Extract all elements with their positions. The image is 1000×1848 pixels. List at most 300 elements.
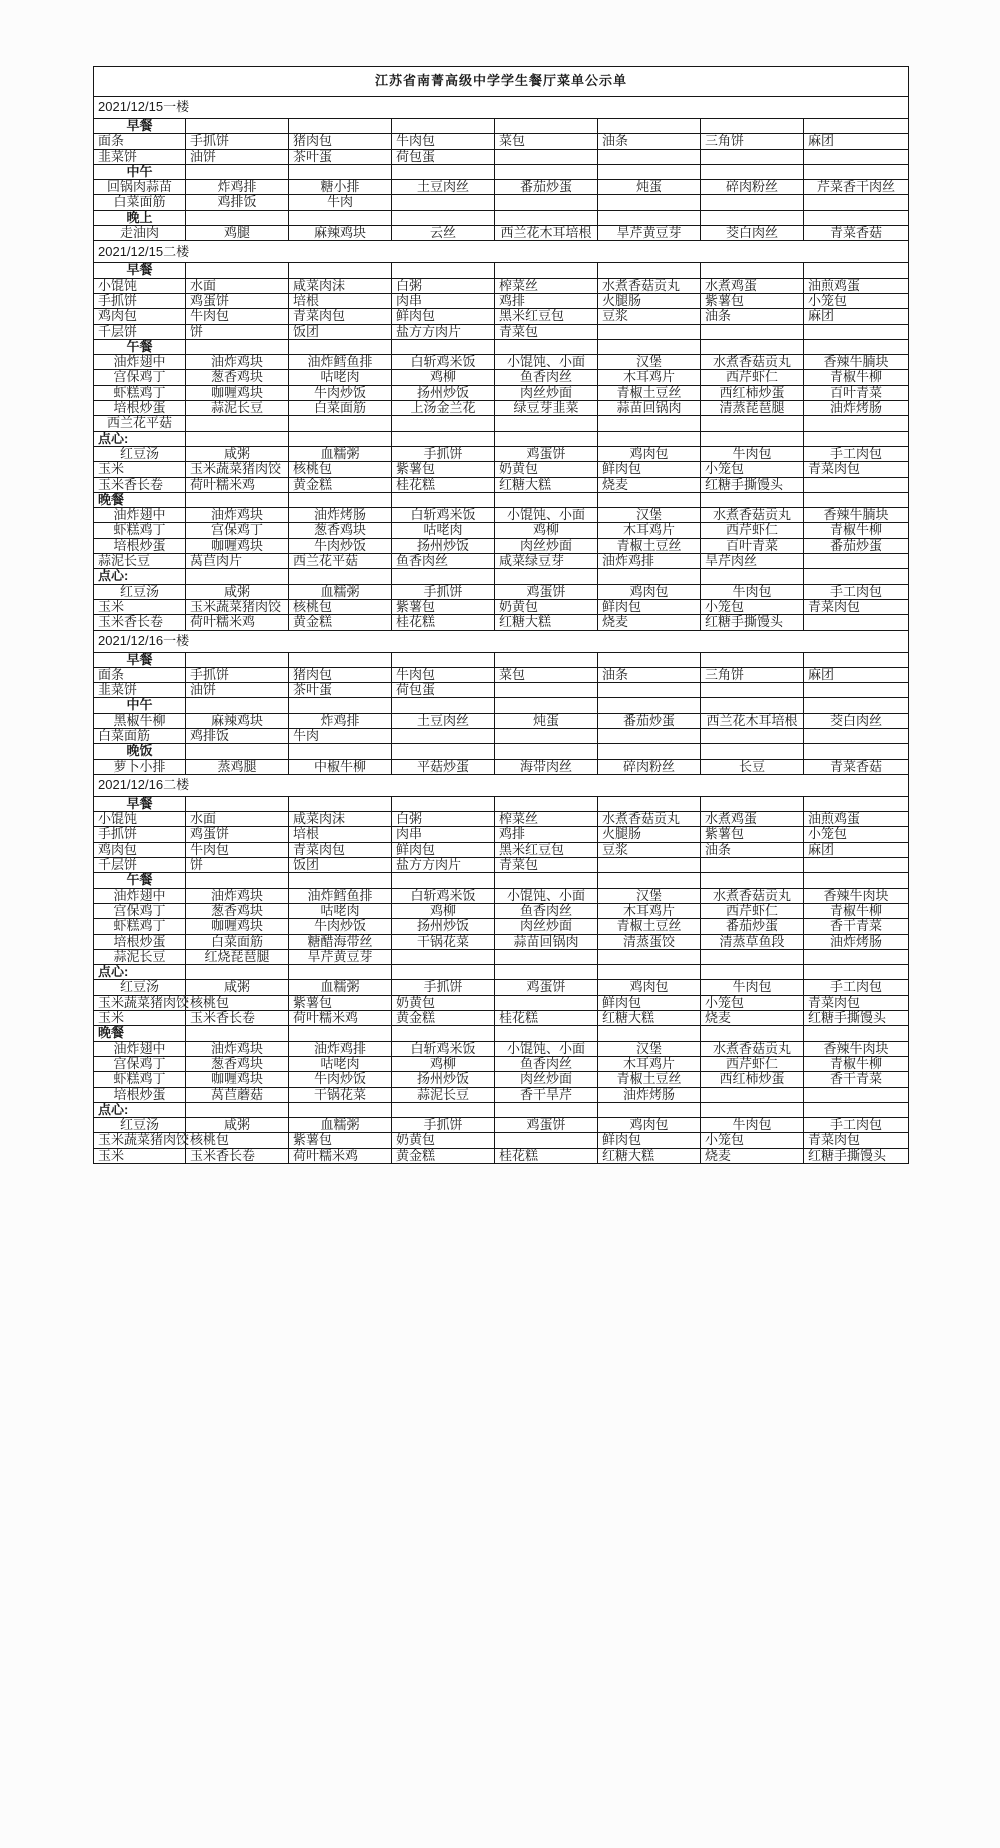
menu-item-cell: 咖喱鸡块 [186, 1072, 289, 1087]
menu-item-cell: 宫保鸡丁 [94, 370, 186, 385]
menu-item-cell: 蒸鸡腿 [186, 759, 289, 774]
menu-items-row [94, 812, 909, 827]
empty-cell [598, 569, 701, 584]
meal-header-row [94, 1102, 909, 1117]
menu-item-cell: 鸡肉包 [598, 1118, 701, 1133]
menu-item-cell: 青菜肉包 [804, 462, 909, 477]
empty-cell [289, 652, 392, 667]
menu-item-cell: 番茄炒蛋 [701, 919, 804, 934]
meal-label: 早餐 [94, 652, 186, 667]
menu-item-cell: 红糖手撕馒头 [701, 615, 804, 630]
menu-item-cell: 长豆 [701, 759, 804, 774]
empty-cell [598, 492, 701, 507]
empty-cell [598, 149, 701, 164]
menu-item-cell: 旱芹黄豆芽 [289, 949, 392, 964]
empty-cell [701, 796, 804, 811]
menu-item-cell: 油炸烤肠 [598, 1087, 701, 1102]
empty-cell [289, 492, 392, 507]
menu-item-cell: 茭白肉丝 [804, 713, 909, 728]
menu-item-cell: 蒜泥长豆 [94, 554, 186, 569]
empty-cell [804, 324, 909, 339]
menu-item-cell: 牛肉包 [701, 584, 804, 599]
meal-header-row [94, 263, 909, 278]
empty-cell [701, 652, 804, 667]
meal-header-row [94, 873, 909, 888]
menu-item-cell: 油炸鸡块 [186, 355, 289, 370]
empty-cell [598, 858, 701, 873]
menu-item-cell: 水煮香菇贡丸 [598, 812, 701, 827]
empty-cell [495, 683, 598, 698]
menu-items-row [94, 180, 909, 195]
menu-item-cell: 咕咾肉 [392, 523, 495, 538]
menu-item-cell: 牛肉包 [186, 309, 289, 324]
menu-item-cell: 咖喱鸡块 [186, 538, 289, 553]
empty-cell [495, 339, 598, 354]
empty-cell [804, 195, 909, 210]
menu-item-cell: 小馄饨 [94, 278, 186, 293]
menu-item-cell: 青菜肉包 [804, 995, 909, 1010]
menu-item-cell: 油煎鸡蛋 [804, 278, 909, 293]
menu-item-cell: 油炸鳕鱼排 [289, 355, 392, 370]
empty-cell [804, 698, 909, 713]
menu-item-cell: 玉米蔬菜猪肉饺 [186, 462, 289, 477]
menu-item-cell: 肉串 [392, 293, 495, 308]
menu-item-cell: 红糖手撕馒头 [804, 1011, 909, 1026]
empty-cell [392, 339, 495, 354]
empty-cell [804, 873, 909, 888]
menu-items-row [94, 523, 909, 538]
menu-item-cell: 香辣牛腩块 [804, 355, 909, 370]
menu-item-cell: 汉堡 [598, 508, 701, 523]
menu-item-cell: 核桃包 [289, 599, 392, 614]
date-row [94, 241, 909, 263]
empty-cell [392, 416, 495, 431]
menu-item-cell: 三角饼 [701, 134, 804, 149]
menu-item-cell: 小馄饨、小面 [495, 508, 598, 523]
menu-item-cell: 香辣牛肉块 [804, 888, 909, 903]
menu-item-cell: 核桃包 [186, 995, 289, 1010]
meal-label: 早餐 [94, 263, 186, 278]
menu-item-cell: 麻团 [804, 309, 909, 324]
menu-item-cell: 青椒牛柳 [804, 903, 909, 918]
empty-cell [701, 263, 804, 278]
menu-item-cell: 鸡排 [495, 827, 598, 842]
empty-cell [701, 1102, 804, 1117]
menu-item-cell: 饭团 [289, 324, 392, 339]
menu-item-cell: 扬州炒饭 [392, 1072, 495, 1087]
menu-item-cell: 油炸翅中 [94, 508, 186, 523]
menu-item-cell: 小笼包 [804, 827, 909, 842]
menu-item-cell: 火腿肠 [598, 827, 701, 842]
menu-items-row [94, 858, 909, 873]
menu-item-cell: 小馄饨、小面 [495, 888, 598, 903]
menu-item-cell: 汉堡 [598, 888, 701, 903]
empty-cell [804, 1102, 909, 1117]
menu-item-cell: 麻辣鸡块 [289, 226, 392, 241]
menu-item-cell: 鸡肉包 [94, 309, 186, 324]
menu-item-cell: 清蒸琵琶腿 [701, 401, 804, 416]
menu-item-cell: 咕咾肉 [289, 1056, 392, 1071]
empty-cell [701, 858, 804, 873]
empty-cell [598, 324, 701, 339]
meal-header-row [94, 744, 909, 759]
menu-item-cell: 木耳鸡片 [598, 903, 701, 918]
menu-item-cell: 麻辣鸡块 [186, 713, 289, 728]
empty-cell [495, 873, 598, 888]
menu-item-cell: 血糯粥 [289, 1118, 392, 1133]
menu-item-cell: 猪肉包 [289, 667, 392, 682]
meal-label: 点心: [94, 1102, 186, 1117]
empty-cell [701, 416, 804, 431]
menu-items-row [94, 293, 909, 308]
meal-header-row [94, 492, 909, 507]
menu-item-cell: 西芹虾仁 [701, 523, 804, 538]
menu-item-cell: 油炸鸡块 [186, 508, 289, 523]
menu-item-cell: 手工肉包 [804, 980, 909, 995]
menu-item-cell: 麻团 [804, 134, 909, 149]
menu-item-cell: 红豆汤 [94, 1118, 186, 1133]
menu-item-cell: 西兰花平菇 [289, 554, 392, 569]
menu-item-cell: 牛肉包 [392, 667, 495, 682]
menu-items-row [94, 477, 909, 492]
menu-item-cell: 桂花糕 [392, 477, 495, 492]
menu-items-row [94, 385, 909, 400]
empty-cell [495, 119, 598, 134]
empty-cell [495, 652, 598, 667]
empty-cell [495, 744, 598, 759]
menu-item-cell: 西兰花平菇 [94, 416, 186, 431]
menu-item-cell: 鱼香肉丝 [392, 554, 495, 569]
menu-item-cell: 手抓饼 [94, 293, 186, 308]
empty-cell [804, 416, 909, 431]
menu-item-cell: 中椒牛柳 [289, 759, 392, 774]
menu-item-cell: 玉米 [94, 1148, 186, 1163]
menu-item-cell: 番茄炒蛋 [495, 180, 598, 195]
empty-cell [701, 744, 804, 759]
menu-item-cell: 咸菜肉沫 [289, 812, 392, 827]
menu-item-cell: 牛肉包 [701, 980, 804, 995]
menu-item-cell: 饼 [186, 324, 289, 339]
menu-item-cell: 手工肉包 [804, 584, 909, 599]
menu-item-cell: 红糖大糕 [495, 615, 598, 630]
menu-item-cell: 紫薯包 [701, 827, 804, 842]
empty-cell [495, 569, 598, 584]
menu-item-cell: 黄金糕 [289, 615, 392, 630]
menu-item-cell: 榨菜丝 [495, 278, 598, 293]
menu-item-cell: 油饼 [186, 683, 289, 698]
menu-item-cell: 牛肉包 [186, 842, 289, 857]
empty-cell [804, 569, 909, 584]
meal-label: 晚餐 [94, 1026, 186, 1041]
date-row [94, 97, 909, 119]
empty-cell [598, 416, 701, 431]
menu-item-cell: 玉米蔬菜猪肉饺 [186, 599, 289, 614]
meal-label: 点心: [94, 569, 186, 584]
menu-items-row [94, 683, 909, 698]
menu-item-cell: 油炸翅中 [94, 355, 186, 370]
menu-item-cell: 培根炒蛋 [94, 1087, 186, 1102]
menu-item-cell: 面条 [94, 134, 186, 149]
empty-cell [495, 263, 598, 278]
menu-item-cell: 鸡柳 [392, 1056, 495, 1071]
menu-item-cell: 猪肉包 [289, 134, 392, 149]
empty-cell [598, 949, 701, 964]
menu-item-cell: 油炸翅中 [94, 888, 186, 903]
empty-cell [495, 1102, 598, 1117]
menu-item-cell: 旱芹黄豆芽 [598, 226, 701, 241]
menu-item-cell: 青椒牛柳 [804, 523, 909, 538]
menu-item-cell: 糖醋海带丝 [289, 934, 392, 949]
menu-item-cell: 菜包 [495, 134, 598, 149]
menu-items-row [94, 728, 909, 743]
date-row [94, 774, 909, 796]
menu-item-cell: 牛肉炒饭 [289, 919, 392, 934]
empty-cell [186, 569, 289, 584]
menu-item-cell: 鸡排 [495, 293, 598, 308]
menu-item-cell: 红豆汤 [94, 980, 186, 995]
menu-table-body [94, 97, 909, 1164]
menu-item-cell: 水煮香菇贡丸 [701, 1041, 804, 1056]
menu-items-row [94, 949, 909, 964]
empty-cell [701, 569, 804, 584]
menu-items-row [94, 1041, 909, 1056]
empty-cell [392, 164, 495, 179]
menu-item-cell: 玉米 [94, 599, 186, 614]
menu-item-cell: 油炸鸡排 [289, 1041, 392, 1056]
empty-cell [495, 431, 598, 446]
menu-item-cell: 蒜泥长豆 [94, 949, 186, 964]
menu-item-cell: 西红柿炒蛋 [701, 1072, 804, 1087]
menu-item-cell: 荷叶糯米鸡 [186, 477, 289, 492]
menu-item-cell: 咸粥 [186, 980, 289, 995]
menu-item-cell: 肉丝炒面 [495, 538, 598, 553]
menu-item-cell: 水煮鸡蛋 [701, 278, 804, 293]
menu-item-cell: 炖蛋 [495, 713, 598, 728]
menu-item-cell: 手抓饼 [392, 446, 495, 461]
menu-item-cell: 木耳鸡片 [598, 523, 701, 538]
menu-item-cell: 白粥 [392, 812, 495, 827]
menu-item-cell: 鸡蛋饼 [495, 584, 598, 599]
menu-item-cell: 宫保鸡丁 [94, 903, 186, 918]
menu-item-cell: 油饼 [186, 149, 289, 164]
empty-cell [495, 210, 598, 225]
empty-cell [186, 339, 289, 354]
menu-item-cell: 油炸鸡块 [186, 888, 289, 903]
menu-item-cell: 青椒土豆丝 [598, 919, 701, 934]
empty-cell [804, 477, 909, 492]
menu-item-cell: 牛肉包 [701, 446, 804, 461]
empty-cell [495, 149, 598, 164]
menu-item-cell: 虾糕鸡丁 [94, 919, 186, 934]
empty-cell [701, 149, 804, 164]
menu-item-cell: 青菜肉包 [289, 842, 392, 857]
menu-item-cell: 手抓饼 [392, 584, 495, 599]
empty-cell [186, 416, 289, 431]
empty-cell [289, 119, 392, 134]
menu-item-cell: 烧麦 [701, 1148, 804, 1163]
empty-cell [495, 416, 598, 431]
empty-cell [701, 965, 804, 980]
menu-item-cell: 红豆汤 [94, 446, 186, 461]
menu-items-row [94, 615, 909, 630]
menu-item-cell: 炸鸡排 [186, 180, 289, 195]
menu-item-cell: 青椒土豆丝 [598, 538, 701, 553]
menu-item-cell: 香干旱芹 [495, 1087, 598, 1102]
empty-cell [598, 1026, 701, 1041]
menu-item-cell: 干锅花菜 [289, 1087, 392, 1102]
empty-cell [495, 698, 598, 713]
menu-item-cell: 青椒土豆丝 [598, 1072, 701, 1087]
menu-item-cell: 饼 [186, 858, 289, 873]
menu-item-cell: 肉丝炒面 [495, 1072, 598, 1087]
menu-item-cell: 上汤金兰花 [392, 401, 495, 416]
menu-item-cell: 清蒸草鱼段 [701, 934, 804, 949]
menu-item-cell: 虾糕鸡丁 [94, 523, 186, 538]
menu-item-cell: 小馄饨、小面 [495, 355, 598, 370]
empty-cell [289, 1026, 392, 1041]
menu-item-cell: 红糖大糕 [598, 1011, 701, 1026]
menu-item-cell: 鸡肉包 [598, 446, 701, 461]
menu-item-cell: 黄金糕 [392, 1011, 495, 1026]
menu-item-cell: 碎肉粉丝 [701, 180, 804, 195]
menu-item-cell: 炸鸡排 [289, 713, 392, 728]
menu-item-cell: 萝卜小排 [94, 759, 186, 774]
menu-item-cell: 牛肉 [289, 728, 392, 743]
empty-cell [598, 728, 701, 743]
empty-cell [186, 744, 289, 759]
menu-item-cell: 红糖大糕 [495, 477, 598, 492]
empty-cell [495, 164, 598, 179]
menu-item-cell: 牛肉炒饭 [289, 538, 392, 553]
menu-item-cell: 培根炒蛋 [94, 538, 186, 553]
empty-cell [598, 431, 701, 446]
menu-item-cell: 鸡肉包 [94, 842, 186, 857]
date-label: 2021/12/15二楼 [94, 241, 909, 263]
meal-header-row [94, 339, 909, 354]
menu-item-cell: 鸡柳 [495, 523, 598, 538]
empty-cell [186, 1102, 289, 1117]
menu-item-cell: 小馄饨 [94, 812, 186, 827]
empty-cell [804, 431, 909, 446]
empty-cell [804, 965, 909, 980]
menu-item-cell: 鸡排饭 [186, 728, 289, 743]
menu-item-cell: 葱香鸡块 [186, 1056, 289, 1071]
menu-item-cell: 血糯粥 [289, 980, 392, 995]
empty-cell [598, 263, 701, 278]
menu-item-cell: 芹菜香干肉丝 [804, 180, 909, 195]
menu-item-cell: 黄金糕 [392, 1148, 495, 1163]
menu-items-row [94, 462, 909, 477]
empty-cell [495, 728, 598, 743]
empty-cell [392, 263, 495, 278]
empty-cell [392, 1026, 495, 1041]
menu-item-cell: 西芹虾仁 [701, 1056, 804, 1071]
empty-cell [186, 796, 289, 811]
empty-cell [804, 949, 909, 964]
menu-item-cell: 肉丝炒面 [495, 385, 598, 400]
menu-item-cell: 青椒牛柳 [804, 1056, 909, 1071]
menu-item-cell: 西芹虾仁 [701, 370, 804, 385]
empty-cell [186, 119, 289, 134]
meal-header-row [94, 164, 909, 179]
menu-item-cell: 韭菜饼 [94, 149, 186, 164]
menu-item-cell: 碎肉粉丝 [598, 759, 701, 774]
meal-label: 早餐 [94, 796, 186, 811]
menu-item-cell: 火腿肠 [598, 293, 701, 308]
menu-item-cell: 玉米蔬菜猪肉饺 [94, 1133, 186, 1148]
menu-item-cell: 盐方方肉片 [392, 324, 495, 339]
meal-header-row [94, 119, 909, 134]
menu-item-cell: 牛肉 [289, 195, 392, 210]
menu-item-cell: 牛肉炒饭 [289, 1072, 392, 1087]
menu-item-cell: 番茄炒蛋 [804, 538, 909, 553]
empty-cell [392, 965, 495, 980]
menu-item-cell: 红糖大糕 [598, 1148, 701, 1163]
menu-item-cell: 白菜面筋 [186, 934, 289, 949]
menu-items-row [94, 554, 909, 569]
empty-cell [804, 149, 909, 164]
menu-item-cell: 咕咾肉 [289, 370, 392, 385]
menu-item-cell: 西兰花木耳培根 [495, 226, 598, 241]
empty-cell [392, 1102, 495, 1117]
meal-header-row [94, 652, 909, 667]
menu-items-row [94, 842, 909, 857]
menu-item-cell: 小笼包 [701, 462, 804, 477]
menu-table [93, 66, 909, 1164]
menu-item-cell: 白粥 [392, 278, 495, 293]
menu-items-row [94, 446, 909, 461]
menu-item-cell: 咕咾肉 [289, 903, 392, 918]
menu-item-cell: 鲜肉包 [598, 995, 701, 1010]
menu-item-cell: 菜包 [495, 667, 598, 682]
menu-item-cell: 桂花糕 [392, 615, 495, 630]
menu-item-cell: 水煮香菇贡丸 [701, 888, 804, 903]
empty-cell [598, 195, 701, 210]
menu-item-cell: 咸粥 [186, 584, 289, 599]
menu-item-cell: 核桃包 [186, 1133, 289, 1148]
menu-item-cell: 手抓饼 [186, 134, 289, 149]
menu-item-cell: 玉米香长卷 [186, 1148, 289, 1163]
menu-item-cell: 紫薯包 [392, 462, 495, 477]
menu-item-cell: 油炸鸡排 [598, 554, 701, 569]
menu-item-cell: 水面 [186, 278, 289, 293]
empty-cell [598, 210, 701, 225]
menu-item-cell: 面条 [94, 667, 186, 682]
menu-item-cell: 虾糕鸡丁 [94, 385, 186, 400]
menu-item-cell: 蒜泥长豆 [186, 401, 289, 416]
empty-cell [701, 324, 804, 339]
empty-cell [289, 744, 392, 759]
menu-item-cell: 白菜面筋 [94, 195, 186, 210]
empty-cell [495, 965, 598, 980]
empty-cell [495, 195, 598, 210]
meal-label: 晚餐 [94, 492, 186, 507]
menu-item-cell: 白菜面筋 [94, 728, 186, 743]
menu-items-row [94, 508, 909, 523]
menu-item-cell: 小笼包 [701, 995, 804, 1010]
empty-cell [598, 683, 701, 698]
menu-item-cell: 鱼香肉丝 [495, 370, 598, 385]
menu-item-cell: 蒜苗回锅肉 [598, 401, 701, 416]
empty-cell [392, 431, 495, 446]
menu-item-cell: 小笼包 [804, 293, 909, 308]
menu-item-cell: 宫保鸡丁 [94, 1056, 186, 1071]
empty-cell [186, 965, 289, 980]
meal-label: 晚上 [94, 210, 186, 225]
menu-item-cell: 豆浆 [598, 842, 701, 857]
menu-item-cell: 青菜包 [495, 858, 598, 873]
empty-cell [289, 263, 392, 278]
